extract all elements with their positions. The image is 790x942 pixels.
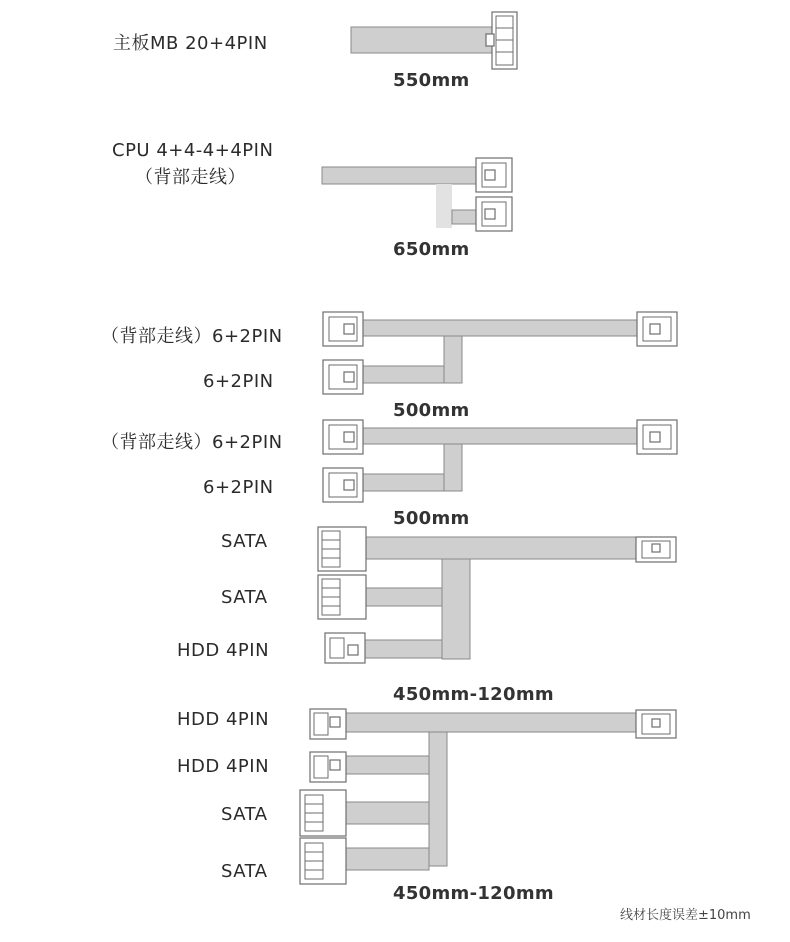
mb-cable [351, 12, 517, 69]
label-pcie1-main: （背部走线）6+2PIN [101, 326, 283, 347]
label-sata2-a: HDD 4PIN [177, 709, 270, 730]
label-pcie1-sub: 6+2PIN [203, 371, 274, 392]
sata1-cable [318, 527, 676, 663]
label-cpu-routing: （背部走线） [135, 167, 246, 188]
pcie2-cable [323, 420, 677, 502]
label-cpu: CPU 4+4-4+4PIN [112, 140, 274, 161]
length-pcie2: 500mm [393, 508, 470, 529]
length-cpu: 650mm [393, 239, 470, 260]
length-pcie1: 500mm [393, 400, 470, 421]
length-sata1: 450mm-120mm [393, 684, 554, 705]
label-sata2-b: HDD 4PIN [177, 756, 270, 777]
label-pcie2-main: （背部走线）6+2PIN [101, 432, 283, 453]
cpu-cable [322, 158, 512, 231]
length-mb: 550mm [393, 70, 470, 91]
length-tolerance-note: 线材长度误差±10mm [620, 908, 751, 923]
pcie1-cable [323, 312, 677, 394]
label-sata1-b: SATA [221, 587, 268, 608]
sata2-cable [300, 709, 676, 884]
length-sata2: 450mm-120mm [393, 883, 554, 904]
label-mb: 主板MB 20+4PIN [113, 33, 268, 54]
label-sata2-c: SATA [221, 804, 268, 825]
label-pcie2-sub: 6+2PIN [203, 477, 274, 498]
label-sata1-c: HDD 4PIN [177, 640, 270, 661]
label-sata2-d: SATA [221, 861, 268, 882]
label-sata1-a: SATA [221, 531, 268, 552]
